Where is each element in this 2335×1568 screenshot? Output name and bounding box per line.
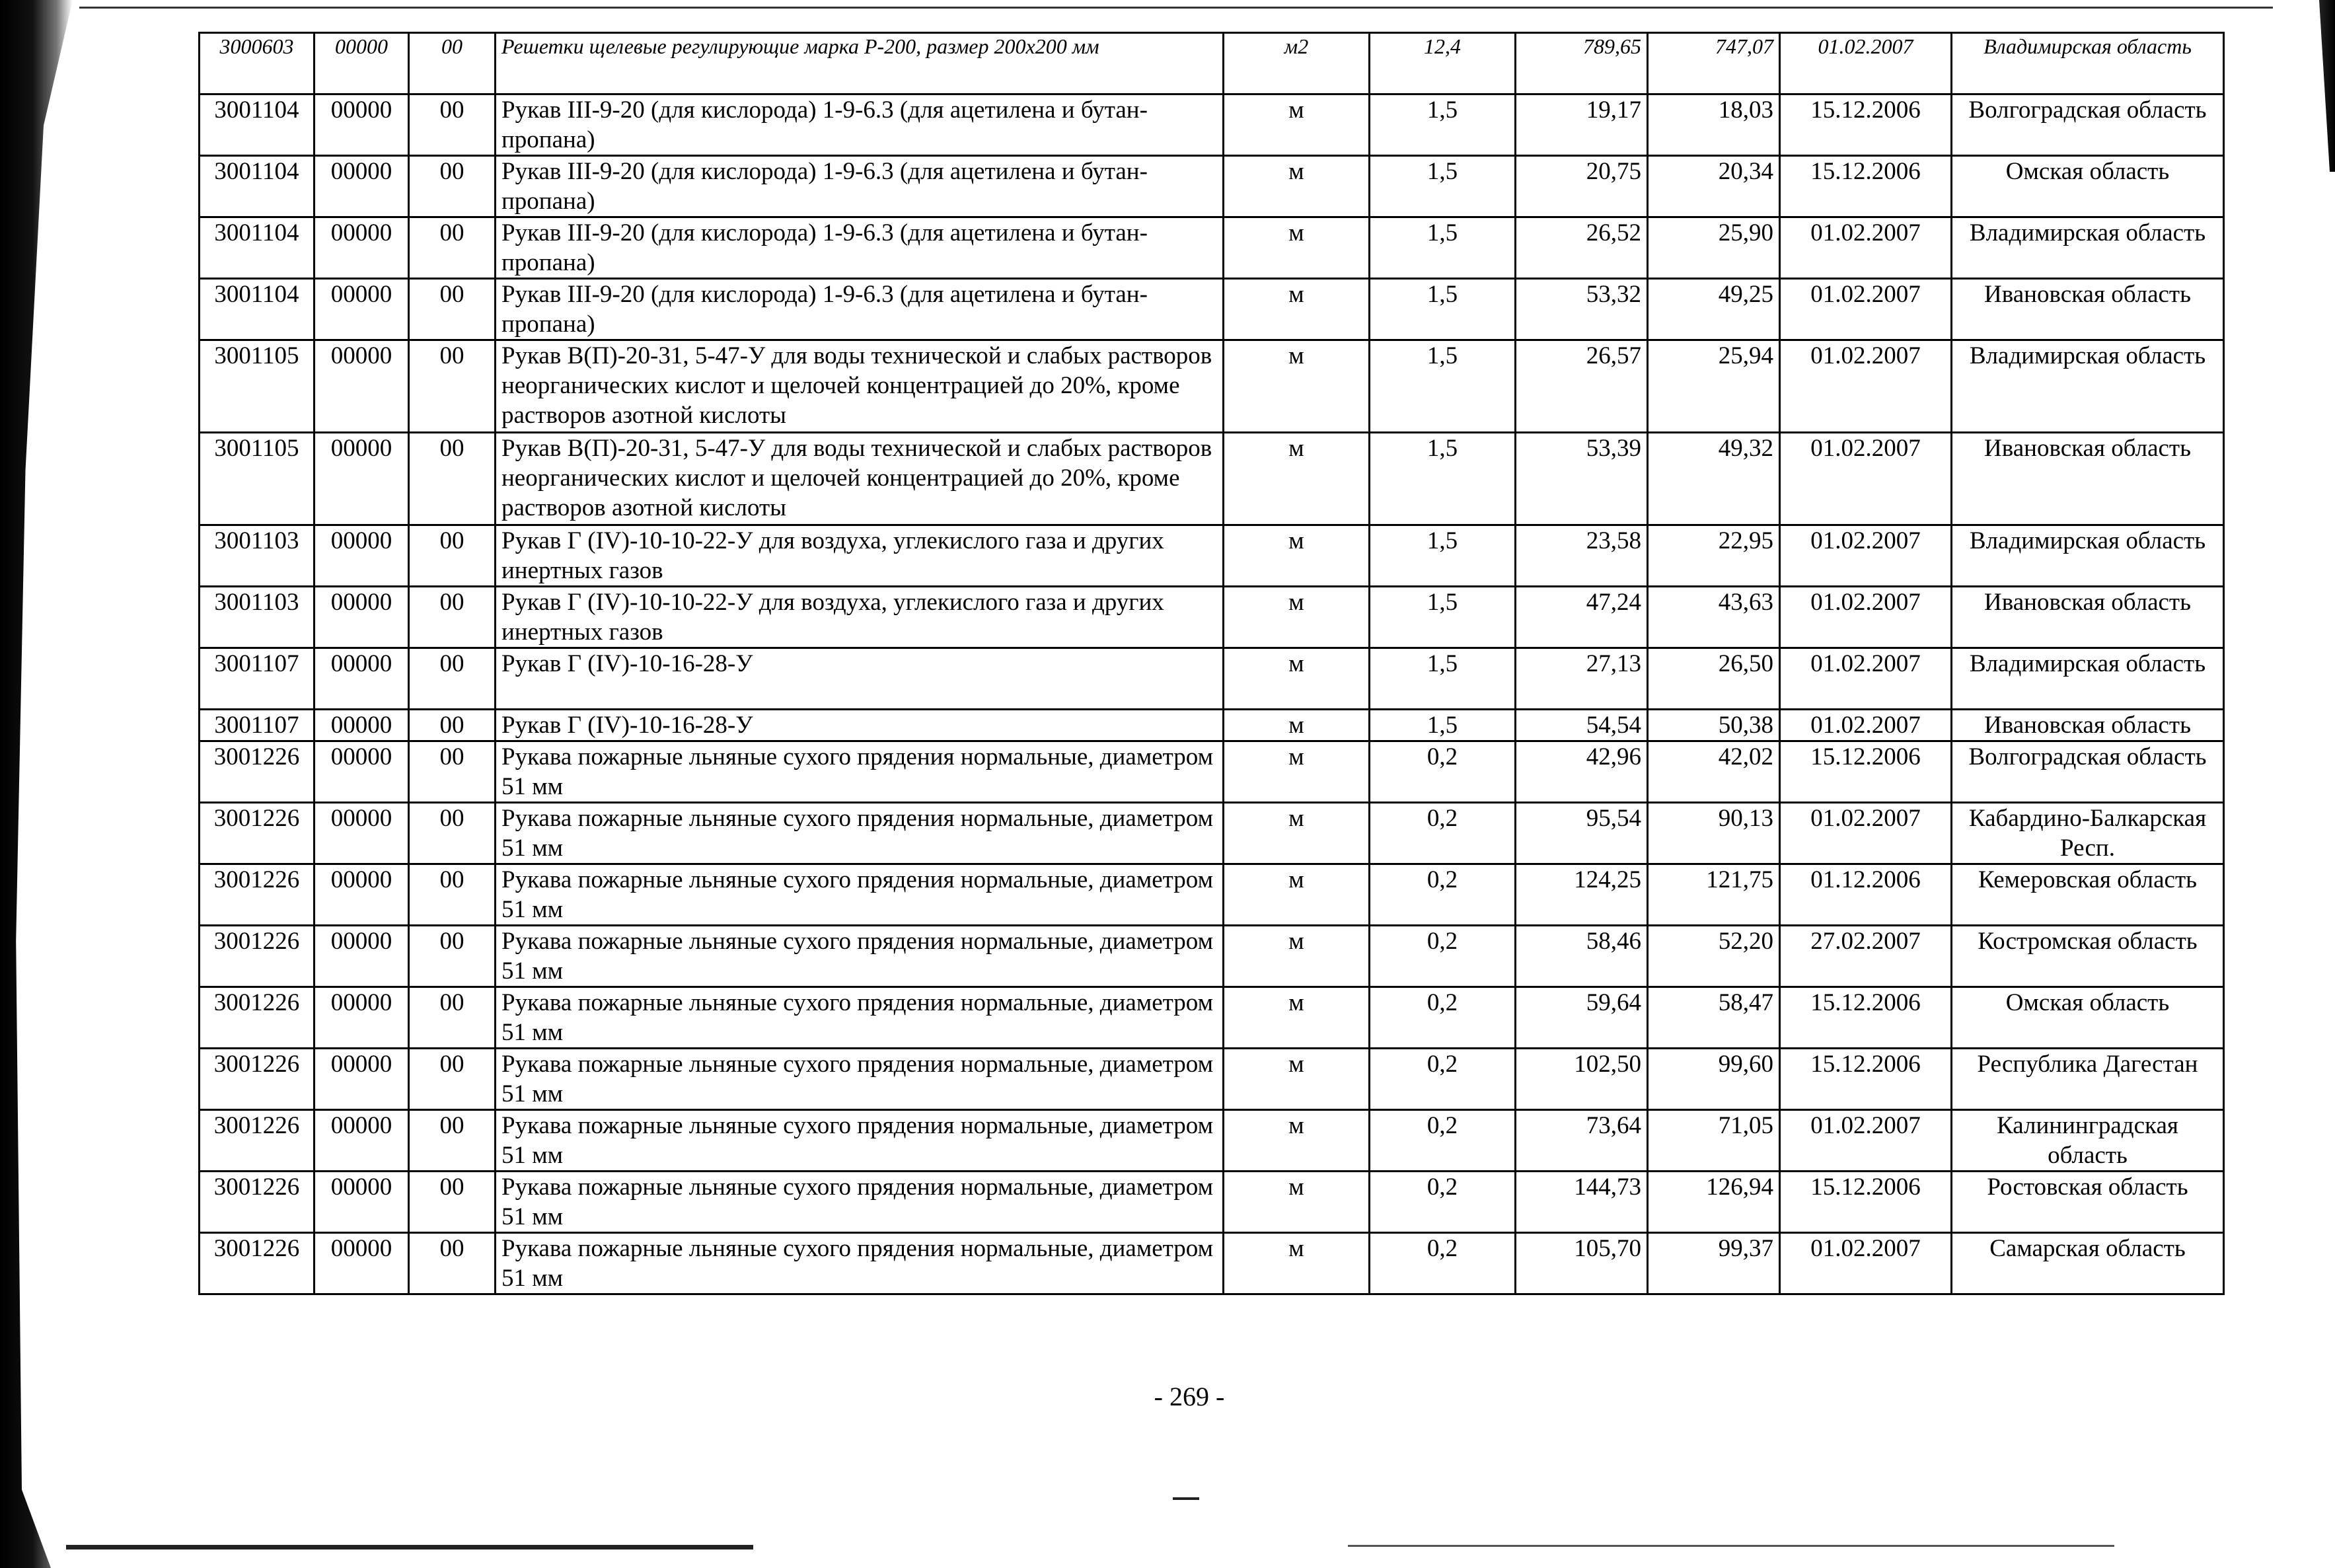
price-table: [198, 32, 2225, 1295]
cell-price-1: 105,70: [1516, 1233, 1648, 1294]
cell-subcode-2: 00: [409, 926, 496, 987]
table-row: [200, 987, 2224, 1049]
cell-price-2: 99,37: [1648, 1233, 1780, 1294]
cell-subcode: 00000: [315, 340, 409, 433]
cell-unit: м: [1224, 587, 1370, 648]
cell-unit: м: [1224, 525, 1370, 587]
cell-price-2: 43,63: [1648, 587, 1780, 648]
cell-region: Владимирская область: [1952, 525, 2224, 587]
cell-name: Рукав Г (IV)-10-10-22-У для воздуха, углекислого газа и других инертных газов: [496, 525, 1224, 587]
cell-name: Рукав В(П)-20-31, 5-47-У для воды технической и слабых растворов неорганических кислот и щелочей концентрацией до 20%, кроме растворов азотной кислоты: [496, 433, 1224, 525]
cell-quantity: 1,5: [1370, 156, 1516, 217]
cell-subcode: 00000: [315, 648, 409, 710]
cell-quantity: 0,2: [1370, 1233, 1516, 1294]
cell-name: Рукава пожарные льняные сухого прядения нормальные, диаметром 51 мм: [496, 987, 1224, 1049]
cell-code: 3001104: [200, 156, 315, 217]
bottom-rule-right: [1348, 1545, 2114, 1547]
cell-name: Рукава пожарные льняные сухого прядения нормальные, диаметром 51 мм: [496, 803, 1224, 864]
cell-region: Ростовская область: [1952, 1172, 2224, 1233]
cell-price-1: 53,32: [1516, 279, 1648, 340]
table-row: [200, 648, 2224, 710]
cell-name: Рукав III-9-20 (для кислорода) 1-9-6.3 (для ацетилена и бутан-пропана): [496, 94, 1224, 156]
cell-subcode-2: 00: [409, 94, 496, 156]
cell-subcode: 00000: [315, 33, 409, 94]
cell-quantity: 0,2: [1370, 1110, 1516, 1172]
cell-unit: м: [1224, 1049, 1370, 1110]
cell-code: 3001105: [200, 433, 315, 525]
page-number: - 269 -: [1154, 1382, 1225, 1411]
cell-unit: м: [1224, 217, 1370, 279]
cell-code: 3001103: [200, 587, 315, 648]
cell-price-2: 121,75: [1648, 864, 1780, 926]
cell-subcode: 00000: [315, 1049, 409, 1110]
cell-name: Рукава пожарные льняные сухого прядения нормальные, диаметром 51 мм: [496, 1110, 1224, 1172]
cell-name: Рукава пожарные льняные сухого прядения нормальные, диаметром 51 мм: [496, 1172, 1224, 1233]
cell-price-1: 42,96: [1516, 741, 1648, 803]
cell-price-1: 47,24: [1516, 587, 1648, 648]
cell-subcode-2: 00: [409, 340, 496, 433]
cell-subcode: 00000: [315, 926, 409, 987]
table-row: [200, 741, 2224, 803]
cell-region: Ивановская область: [1952, 433, 2224, 525]
cell-code: 3001226: [200, 803, 315, 864]
cell-name: Рукава пожарные льняные сухого прядения нормальные, диаметром 51 мм: [496, 1049, 1224, 1110]
cell-region: Владимирская область: [1952, 340, 2224, 433]
cell-date: 15.12.2006: [1780, 987, 1952, 1049]
cell-subcode-2: 00: [409, 864, 496, 926]
table-row: [200, 525, 2224, 587]
cell-code: 3001226: [200, 864, 315, 926]
cell-name: Рукав III-9-20 (для кислорода) 1-9-6.3 (для ацетилена и бутан-пропана): [496, 279, 1224, 340]
cell-price-2: 18,03: [1648, 94, 1780, 156]
table-row: [200, 587, 2224, 648]
cell-date: 01.02.2007: [1780, 217, 1952, 279]
table-row: [200, 340, 2224, 433]
cell-unit: м: [1224, 987, 1370, 1049]
cell-subcode-2: 00: [409, 156, 496, 217]
cell-price-1: 59,64: [1516, 987, 1648, 1049]
cell-subcode: 00000: [315, 864, 409, 926]
cell-quantity: 1,5: [1370, 217, 1516, 279]
cell-unit: м: [1224, 741, 1370, 803]
cell-name: Рукав Г (IV)-10-10-22-У для воздуха, углекислого газа и других инертных газов: [496, 587, 1224, 648]
cell-name: Рукав Г (IV)-10-16-28-У: [496, 648, 1224, 710]
cell-date: 01.02.2007: [1780, 433, 1952, 525]
cell-quantity: 1,5: [1370, 279, 1516, 340]
cell-quantity: 0,2: [1370, 864, 1516, 926]
scan-shadow-left: [0, 0, 73, 1568]
cell-subcode: 00000: [315, 1172, 409, 1233]
cell-region: Владимирская область: [1952, 648, 2224, 710]
cell-unit: м2: [1224, 33, 1370, 94]
cell-price-1: 95,54: [1516, 803, 1648, 864]
table-row: [200, 433, 2224, 525]
cell-price-1: 58,46: [1516, 926, 1648, 987]
scan-shadow-right: [2309, 0, 2335, 172]
cell-code: 3001226: [200, 1172, 315, 1233]
cell-code: 3001105: [200, 340, 315, 433]
cell-date: 15.12.2006: [1780, 741, 1952, 803]
cell-price-1: 27,13: [1516, 648, 1648, 710]
cell-subcode-2: 00: [409, 1233, 496, 1294]
cell-subcode: 00000: [315, 156, 409, 217]
cell-quantity: 1,5: [1370, 710, 1516, 741]
cell-subcode: 00000: [315, 741, 409, 803]
cell-price-1: 20,75: [1516, 156, 1648, 217]
cell-date: 01.02.2007: [1780, 279, 1952, 340]
cell-price-2: 42,02: [1648, 741, 1780, 803]
cell-name: Рукав Г (IV)-10-16-28-У: [496, 710, 1224, 741]
cell-subcode-2: 00: [409, 587, 496, 648]
cell-price-1: 23,58: [1516, 525, 1648, 587]
cell-code: 3001226: [200, 987, 315, 1049]
table-row: [200, 217, 2224, 279]
cell-subcode-2: 00: [409, 710, 496, 741]
cell-subcode: 00000: [315, 279, 409, 340]
cell-price-2: 49,25: [1648, 279, 1780, 340]
cell-code: 3001226: [200, 1233, 315, 1294]
cell-date: 15.12.2006: [1780, 1049, 1952, 1110]
cell-unit: м: [1224, 279, 1370, 340]
cell-code: 3001226: [200, 1110, 315, 1172]
table-row: [200, 1233, 2224, 1294]
cell-date: 27.02.2007: [1780, 926, 1952, 987]
cell-name: Рукава пожарные льняные сухого прядения нормальные, диаметром 51 мм: [496, 741, 1224, 803]
cell-region: Волгоградская область: [1952, 741, 2224, 803]
table-row: [200, 94, 2224, 156]
cell-subcode-2: 00: [409, 525, 496, 587]
cell-price-2: 50,38: [1648, 710, 1780, 741]
cell-date: 01.02.2007: [1780, 33, 1952, 94]
cell-subcode-2: 00: [409, 648, 496, 710]
cell-quantity: 1,5: [1370, 433, 1516, 525]
table-row: [200, 1110, 2224, 1172]
cell-quantity: 12,4: [1370, 33, 1516, 94]
cell-code: 3001226: [200, 1049, 315, 1110]
cell-region: Волгоградская область: [1952, 94, 2224, 156]
cell-quantity: 0,2: [1370, 1049, 1516, 1110]
cell-subcode-2: 00: [409, 1172, 496, 1233]
cell-quantity: 1,5: [1370, 94, 1516, 156]
cell-subcode: 00000: [315, 987, 409, 1049]
cell-date: 01.02.2007: [1780, 340, 1952, 433]
table-row: [200, 156, 2224, 217]
table-row: [200, 33, 2224, 94]
cell-unit: м: [1224, 864, 1370, 926]
cell-unit: м: [1224, 340, 1370, 433]
cell-subcode-2: 00: [409, 217, 496, 279]
cell-code: 3000603: [200, 33, 315, 94]
cell-name: Рукава пожарные льняные сухого прядения нормальные, диаметром 51 мм: [496, 864, 1224, 926]
cell-region: Калининградская область: [1952, 1110, 2224, 1172]
cell-price-1: 53,39: [1516, 433, 1648, 525]
cell-code: 3001107: [200, 648, 315, 710]
cell-region: Владимирская область: [1952, 33, 2224, 94]
cell-date: 01.02.2007: [1780, 1110, 1952, 1172]
cell-date: 01.02.2007: [1780, 648, 1952, 710]
cell-date: 15.12.2006: [1780, 156, 1952, 217]
cell-subcode: 00000: [315, 803, 409, 864]
cell-price-2: 49,32: [1648, 433, 1780, 525]
cell-date: 01.02.2007: [1780, 1233, 1952, 1294]
cell-name: Рукав III-9-20 (для кислорода) 1-9-6.3 (для ацетилена и бутан-пропана): [496, 156, 1224, 217]
cell-unit: м: [1224, 156, 1370, 217]
cell-subcode: 00000: [315, 433, 409, 525]
bottom-rule-left: [66, 1545, 753, 1549]
cell-quantity: 1,5: [1370, 648, 1516, 710]
cell-quantity: 1,5: [1370, 587, 1516, 648]
table-body: [200, 33, 2224, 1294]
cell-date: 01.12.2006: [1780, 864, 1952, 926]
cell-code: 3001226: [200, 926, 315, 987]
cell-code: 3001104: [200, 94, 315, 156]
cell-unit: м: [1224, 1233, 1370, 1294]
cell-price-2: 25,90: [1648, 217, 1780, 279]
cell-region: Костромская область: [1952, 926, 2224, 987]
cell-code: 3001104: [200, 279, 315, 340]
cell-price-2: 52,20: [1648, 926, 1780, 987]
cell-subcode-2: 00: [409, 33, 496, 94]
cell-price-1: 102,50: [1516, 1049, 1648, 1110]
cell-price-2: 747,07: [1648, 33, 1780, 94]
cell-subcode: 00000: [315, 525, 409, 587]
cell-date: 01.02.2007: [1780, 525, 1952, 587]
cell-subcode: 00000: [315, 1110, 409, 1172]
cell-region: Владимирская область: [1952, 217, 2224, 279]
cell-price-1: 19,17: [1516, 94, 1648, 156]
table-row: [200, 1049, 2224, 1110]
cell-price-1: 124,25: [1516, 864, 1648, 926]
cell-quantity: 0,2: [1370, 987, 1516, 1049]
table-row: [200, 926, 2224, 987]
cell-date: 15.12.2006: [1780, 1172, 1952, 1233]
cell-subcode-2: 00: [409, 1110, 496, 1172]
cell-region: Самарская область: [1952, 1233, 2224, 1294]
cell-price-2: 26,50: [1648, 648, 1780, 710]
cell-date: 15.12.2006: [1780, 94, 1952, 156]
cell-name: Рукава пожарные льняные сухого прядения нормальные, диаметром 51 мм: [496, 1233, 1224, 1294]
cell-name: Рукава пожарные льняные сухого прядения нормальные, диаметром 51 мм: [496, 926, 1224, 987]
cell-region: Ивановская область: [1952, 279, 2224, 340]
cell-date: 01.02.2007: [1780, 803, 1952, 864]
cell-price-1: 26,52: [1516, 217, 1648, 279]
cell-subcode-2: 00: [409, 1049, 496, 1110]
cell-quantity: 0,2: [1370, 926, 1516, 987]
cell-subcode: 00000: [315, 587, 409, 648]
table-row: [200, 279, 2224, 340]
cell-subcode-2: 00: [409, 279, 496, 340]
cell-date: 01.02.2007: [1780, 587, 1952, 648]
cell-subcode-2: 00: [409, 803, 496, 864]
cell-region: Омская область: [1952, 156, 2224, 217]
cell-name: Рукав В(П)-20-31, 5-47-У для воды технической и слабых растворов неорганических кислот и щелочей концентрацией до 20%, кроме растворов азотной кислоты: [496, 340, 1224, 433]
cell-subcode: 00000: [315, 94, 409, 156]
cell-code: 3001107: [200, 710, 315, 741]
table-row: [200, 1172, 2224, 1233]
cell-quantity: 1,5: [1370, 340, 1516, 433]
cell-price-2: 58,47: [1648, 987, 1780, 1049]
cell-region: Кабардино-Балкарская Респ.: [1952, 803, 2224, 864]
cell-unit: м: [1224, 433, 1370, 525]
cell-price-2: 22,95: [1648, 525, 1780, 587]
table-row: [200, 803, 2224, 864]
top-rule: [79, 7, 2273, 9]
cell-subcode: 00000: [315, 217, 409, 279]
cell-name: Рукав III-9-20 (для кислорода) 1-9-6.3 (для ацетилена и бутан-пропана): [496, 217, 1224, 279]
cell-subcode: 00000: [315, 1233, 409, 1294]
cell-unit: м: [1224, 803, 1370, 864]
table-row: [200, 864, 2224, 926]
bottom-mark: [1173, 1497, 1199, 1500]
cell-code: 3001103: [200, 525, 315, 587]
cell-price-1: 54,54: [1516, 710, 1648, 741]
cell-subcode-2: 00: [409, 741, 496, 803]
cell-code: 3001226: [200, 741, 315, 803]
cell-unit: м: [1224, 1110, 1370, 1172]
cell-region: Республика Дагестан: [1952, 1049, 2224, 1110]
cell-date: 01.02.2007: [1780, 710, 1952, 741]
cell-price-2: 71,05: [1648, 1110, 1780, 1172]
cell-unit: м: [1224, 710, 1370, 741]
cell-unit: м: [1224, 1172, 1370, 1233]
cell-quantity: 0,2: [1370, 803, 1516, 864]
cell-region: Кемеровская область: [1952, 864, 2224, 926]
cell-code: 3001104: [200, 217, 315, 279]
cell-price-1: 144,73: [1516, 1172, 1648, 1233]
cell-unit: м: [1224, 94, 1370, 156]
cell-price-1: 73,64: [1516, 1110, 1648, 1172]
cell-region: Ивановская область: [1952, 710, 2224, 741]
table-row: [200, 710, 2224, 741]
cell-quantity: 0,2: [1370, 1172, 1516, 1233]
cell-name: Решетки щелевые регулирующие марка Р-200, размер 200х200 мм: [496, 33, 1224, 94]
cell-price-2: 25,94: [1648, 340, 1780, 433]
cell-price-1: 789,65: [1516, 33, 1648, 94]
cell-price-2: 90,13: [1648, 803, 1780, 864]
cell-region: Омская область: [1952, 987, 2224, 1049]
cell-quantity: 1,5: [1370, 525, 1516, 587]
cell-subcode: 00000: [315, 710, 409, 741]
cell-price-2: 99,60: [1648, 1049, 1780, 1110]
cell-price-1: 26,57: [1516, 340, 1648, 433]
cell-subcode-2: 00: [409, 987, 496, 1049]
cell-subcode-2: 00: [409, 433, 496, 525]
cell-quantity: 0,2: [1370, 741, 1516, 803]
cell-region: Ивановская область: [1952, 587, 2224, 648]
cell-unit: м: [1224, 648, 1370, 710]
cell-price-2: 126,94: [1648, 1172, 1780, 1233]
cell-unit: м: [1224, 926, 1370, 987]
cell-price-2: 20,34: [1648, 156, 1780, 217]
